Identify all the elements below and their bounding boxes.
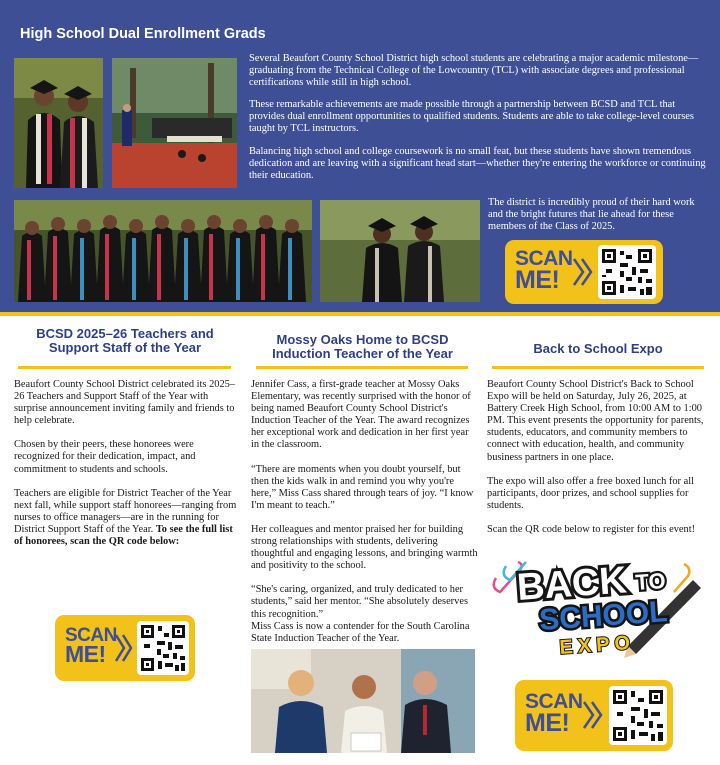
photo-ceremony [112, 58, 237, 188]
scan-me-label: SCAN ME! [515, 247, 573, 294]
staff-paragraph-1: Beaufort County School District celebrated its 2025–26 Teachers and Support Staff of the Year with surprise announcement inviting family and friends to help celebrate. [14, 379, 236, 427]
scan-me-badge-banner[interactable] [505, 240, 663, 304]
banner-paragraph-1: Several Beaufort County School District high school students are celebrating a major academic milestone—graduating from the Technical College of the Lowcountry (TCL) with associate degrees and professional certifications while still in high school. [249, 53, 699, 89]
staff-body [14, 379, 240, 560]
svg-text:EXPO: EXPO [558, 631, 636, 659]
scan-me-label: SCAN ME! [65, 625, 117, 668]
induction-paragraph-2: “There are moments when you doubt yourself, but then the kids walk in and remind you why you're here,” Miss Cass shared through tears of joy. “I know I'm meant to teach.” [251, 463, 474, 511]
expo-heading-rule [492, 366, 704, 369]
svg-text:SCHOOL: SCHOOL [538, 595, 669, 637]
photo-two-graduates-trees [320, 200, 480, 302]
photo-award-presentation [251, 649, 475, 753]
induction-heading-rule [256, 366, 468, 369]
staff-paragraph-3: Teachers are eligible for District Teacher of the Year next fall, while support staff honorees—ranging from nurses to office managers—are in the running for District Support Staff of the Year. To see the full list of honorees, scan the QR code below: [14, 487, 237, 548]
photo-graduate-group [14, 200, 312, 302]
banner-divider [0, 312, 720, 316]
back-to-school-expo-logo [488, 556, 708, 660]
qr-code-icon[interactable] [609, 686, 667, 745]
scan-me-badge-staff[interactable] [55, 615, 195, 681]
staff-heading-rule [18, 366, 231, 369]
banner-paragraph-3: Balancing high school and college coursework is no small feat, but these students have shown tremendous dedication and are leaving with a significant head start—whether they're entering the workforce or continuing their education. [249, 146, 706, 182]
induction-paragraph-3: Her colleagues and mentor praised her for building strong relationships with students, delivering thoughtful and engaging lessons, and bringing warmth and positivity to the school. [251, 523, 478, 572]
banner-closing: The district is incredibly proud of their hard work and the bright futures that lie ahead for these members of the Class of 2025. [488, 197, 695, 233]
induction-paragraph-4: “She's caring, organized, and truly dedicated to her students,” said her mentor. “She absolutely deserves this recognition.” Miss Cass is now a contender for the South Carolina State Induction Teacher of the Year. [251, 584, 470, 644]
expo-body [487, 379, 715, 548]
staff-scan-prompt: To see the full list of honorees, scan the QR code below: [14, 523, 233, 548]
scan-me-label: SCAN ME! [525, 690, 583, 737]
qr-code-icon[interactable] [598, 245, 656, 299]
induction-heading: Mossy Oaks Home to BCSD Induction Teacher of the Year [272, 332, 453, 361]
staff-paragraph-2: Chosen by their peers, these honorees were recognized for their dedication, impact, and commitment to students and schools. [14, 439, 196, 475]
banner-paragraph-2: These remarkable achievements are made possible through a partnership between BCSD and TCL that provides dual enrollment opportunities to qualified students. Students are able to take college-level courses taught by TCL instructors. [249, 99, 694, 135]
qr-code-icon[interactable] [137, 621, 189, 675]
scan-me-badge-expo[interactable] [515, 680, 673, 751]
double-chevron-icon [571, 256, 595, 288]
banner-title: High School Dual Enrollment Grads [20, 26, 266, 42]
staff-heading: BCSD 2025–26 Teachers and Support Staff of the Year [36, 326, 214, 355]
double-chevron-icon [113, 632, 135, 664]
double-chevron-icon [581, 699, 605, 731]
dual-enrollment-banner [0, 0, 720, 312]
induction-body [251, 379, 479, 645]
induction-paragraph-1: Jennifer Cass, a first-grade teacher at Mossy Oaks Elementary, was recently surprised with the honor of being named Beaufort County School District's Induction Teacher of the Year. The award recognizes her exceptional work and dedication in her first year in the classroom. [251, 379, 471, 451]
expo-heading: Back to School Expo [533, 341, 663, 356]
expo-paragraph-3: Scan the QR code below to register for this event! [487, 523, 696, 535]
induction-final-line: Miss Cass is now a contender for the South Carolina State Induction Teacher of the Year. [251, 620, 470, 644]
svg-text:TO: TO [634, 567, 667, 595]
svg-text:BACK: BACK [515, 559, 629, 609]
expo-paragraph-2: The expo will also offer a free boxed lunch for all participants, door prizes, and school supplies for students. [487, 475, 694, 511]
expo-paragraph-1: Beaufort County School District's Back to School Expo will be held on Saturday, July 26, 2025, at Battery Creek High School, from 10:00 AM to 1:00 PM. This event presents the opportunity for parents, students, educators, and community members to connect with education, health, and community business partners in one place. [487, 379, 704, 463]
photo-two-graduates [14, 58, 103, 188]
